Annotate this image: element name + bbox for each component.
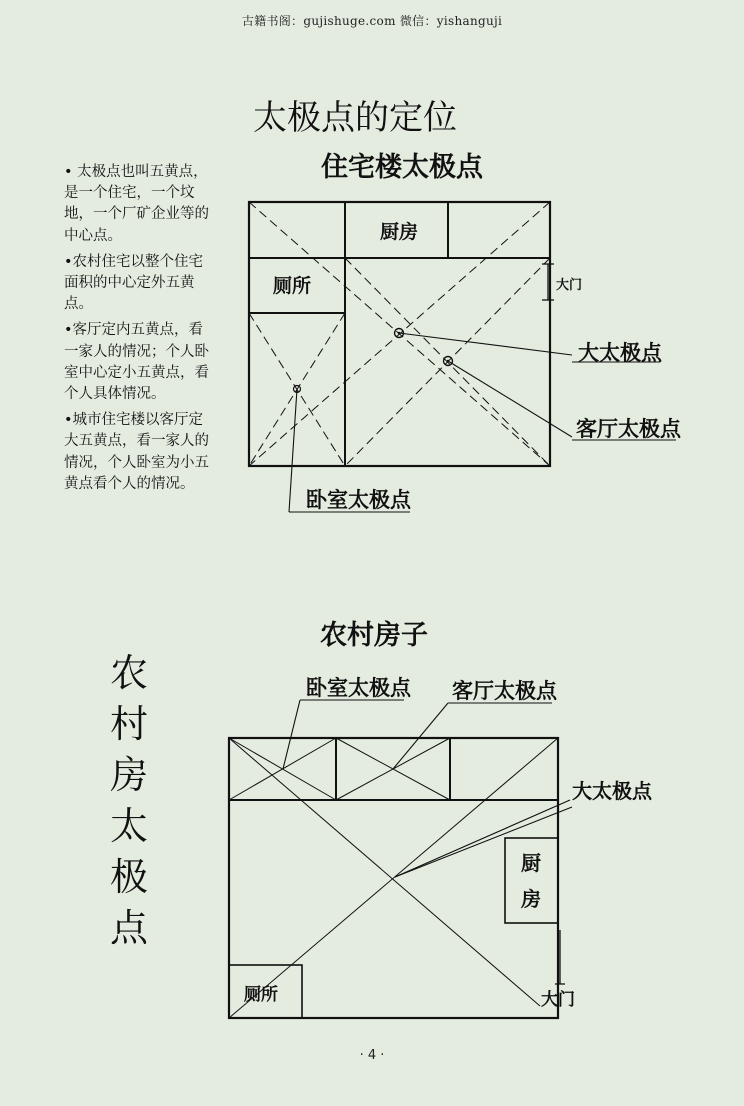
bullet-item: •城市住宅楼以客厅定大五黄点，看一家人的情况，个人卧室为小五黄点看个人的情况。 bbox=[64, 412, 209, 492]
big-point-label: 大太极点 bbox=[578, 340, 662, 365]
leader-line bbox=[448, 361, 572, 437]
bedroom-point-label: 卧室太极点 bbox=[306, 487, 411, 512]
apartment-diagram bbox=[249, 151, 682, 512]
leader-line bbox=[393, 703, 448, 769]
vertical-title-char: 村 bbox=[109, 702, 148, 746]
vertical-title-char: 太 bbox=[109, 804, 148, 848]
big-point-label: 大太极点 bbox=[572, 779, 652, 803]
leader-line bbox=[399, 333, 572, 355]
bedroom-point-label: 卧室太极点 bbox=[306, 675, 411, 700]
leader-line bbox=[289, 389, 297, 512]
page-title: 太极点的定位 bbox=[253, 98, 457, 138]
leader-line bbox=[283, 700, 300, 769]
kitchen-label-bottom: 房 bbox=[521, 887, 541, 911]
vertical-title-char: 农 bbox=[109, 651, 148, 695]
kitchen-label: 厨房 bbox=[379, 221, 419, 243]
door-label: 大门 bbox=[541, 990, 575, 1010]
page-header: 古籍书阁：gujishuge.com 微信：yishanguji bbox=[241, 14, 503, 28]
page-number: · 4 · bbox=[359, 1048, 385, 1063]
kitchen-label-top: 厨 bbox=[521, 851, 541, 875]
rural-house-diagram bbox=[229, 619, 653, 1018]
apartment-diagram-title: 住宅楼太极点 bbox=[321, 152, 483, 183]
rural-diagram-title: 农村房子 bbox=[320, 620, 428, 651]
vertical-title-char: 点 bbox=[109, 906, 148, 950]
living-point-label: 客厅太极点 bbox=[576, 416, 681, 441]
toilet-label: 厕所 bbox=[244, 985, 278, 1005]
bullet-item: •农村住宅以整个住宅面积的中心定外五黄点。 bbox=[64, 253, 204, 313]
vertical-title-char: 极 bbox=[109, 855, 148, 899]
bullet-item: • 太极点也叫五黄点，是一个住宅，一个坟地，一个厂矿企业等的中心点。 bbox=[64, 164, 209, 244]
living-point-label: 客厅太极点 bbox=[452, 678, 557, 703]
diagonal-lines bbox=[229, 738, 558, 1018]
toilet-label: 厕所 bbox=[272, 275, 312, 297]
vertical-title-char: 房 bbox=[109, 753, 148, 797]
bullet-item: •客厅定内五黄点，看一家人的情况；个人卧室中心定小五黄点，看个人具体情况。 bbox=[64, 322, 209, 403]
door-label: 大门 bbox=[556, 278, 583, 293]
